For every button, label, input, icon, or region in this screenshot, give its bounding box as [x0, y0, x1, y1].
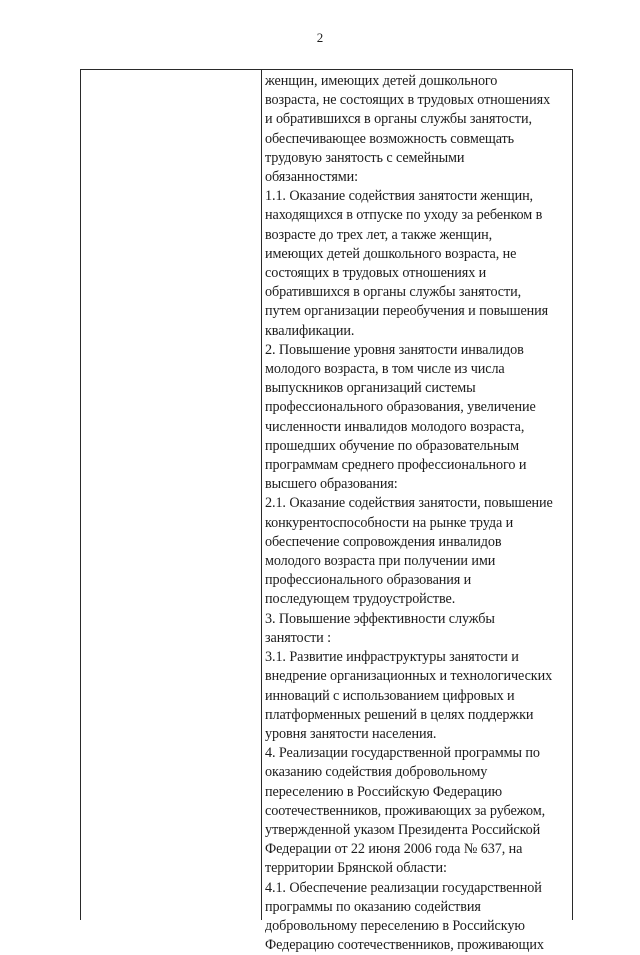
text-line: молодого возраста, в том числе из числа [265, 361, 505, 378]
text-line: территории Брянской области: [265, 860, 447, 877]
text-line: численности инвалидов молодого возраста, [265, 418, 525, 435]
text-line: возраста, не состоящих в трудовых отношениях [265, 92, 551, 109]
text-line: молодого возраста при получении ими [265, 553, 496, 570]
text-line: обеспечение сопровождения инвалидов [265, 533, 502, 550]
text-line: обязанностями: [265, 169, 358, 186]
text-line: 3. Повышение эффективности службы [265, 610, 495, 627]
text-line: прошедших обучение по образовательным [265, 437, 519, 454]
text-line: 3.1. Развитие инфраструктуры занятости и [265, 649, 519, 666]
text-line: состоящих в трудовых отношениях и [265, 265, 487, 282]
text-line: путем организации переобучения и повышения [265, 303, 549, 320]
text-line: обратившихся в органы службы занятости, [265, 284, 522, 301]
text-line: утвержденной указом Президента Российской [265, 821, 541, 838]
text-line: возрасте до трех лет, а также женщин, [265, 226, 493, 243]
text-line: переселению в Российскую Федерацию [265, 783, 502, 800]
text-line: внедрение организационных и технологических [265, 668, 553, 685]
text-line: соотечественников, проживающих за рубежом, [265, 802, 546, 819]
text-line: имеющих детей дошкольного возраста, не [265, 245, 517, 262]
text-line: программы по оказанию содействия [265, 898, 481, 915]
text-line: Федерацию соотечественников, проживающих [265, 937, 544, 954]
text-line: высшего образования: [265, 476, 398, 493]
text-line: уровня занятости населения. [265, 725, 437, 742]
document-table [80, 69, 573, 954]
text-line: 4.1. Обеспечение реализации государственной [265, 879, 542, 896]
text-line: 2.1. Оказание содействия занятости, повышение [265, 495, 553, 512]
text-line: 2. Повышение уровня занятости инвалидов [265, 341, 524, 358]
text-line: программам среднего профессионального и [265, 457, 527, 474]
text-line: платформенных решений в целях поддержки [265, 706, 534, 723]
text-line: занятости : [265, 629, 331, 646]
column-divider [261, 70, 262, 920]
text-line: квалификации. [265, 322, 355, 339]
text-line: профессионального образования, увеличение [265, 399, 536, 416]
text-line: находящихся в отпуске по уходу за ребенком в [265, 207, 543, 224]
text-line: добровольному переселению в Российскую [265, 917, 525, 934]
text-line: выпускников организаций системы [265, 380, 476, 397]
text-line: обеспечивающее возможность совмещать [265, 130, 515, 147]
table-cell-left [81, 70, 261, 920]
text-line: 1.1. Оказание содействия занятости женщин, [265, 188, 534, 205]
text-line: последующем трудоустройстве. [265, 591, 456, 608]
text-line: 4. Реализации государственной программы по [265, 745, 540, 762]
page-number: 2 [316, 30, 324, 45]
text-line: и обратившихся в органы службы занятости, [265, 111, 532, 128]
table-cell-right [265, 72, 569, 955]
text-line: инноваций с использованием цифровых и [265, 687, 515, 704]
text-line: трудовую занятость с семейными [265, 149, 465, 166]
text-line: оказанию содействия добровольному [265, 764, 488, 781]
text-line: Федерации от 22 июня 2006 года № 637, на [265, 841, 523, 858]
text-line: профессионального образования и [265, 572, 472, 589]
text-line: конкурентоспособности на рынке труда и [265, 514, 514, 531]
text-line: женщин, имеющих детей дошкольного [265, 73, 498, 89]
